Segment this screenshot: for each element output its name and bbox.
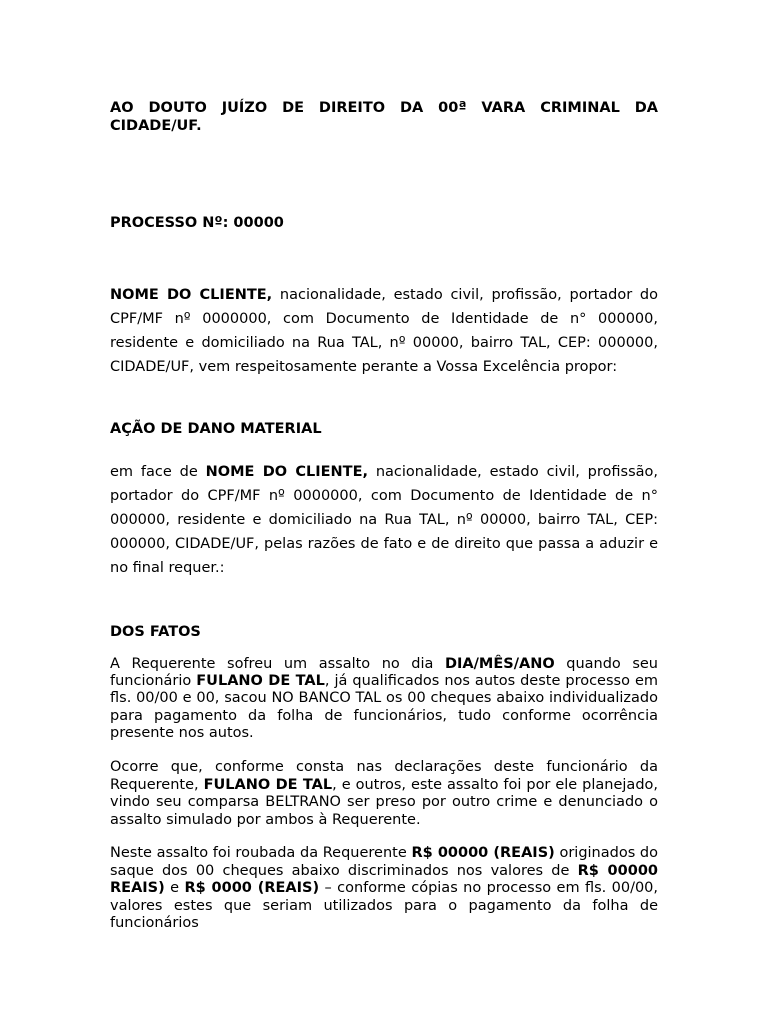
- incident-date: DIA/MÊS/ANO: [444, 656, 555, 672]
- amount-total: R$ 00000 (REAIS): [411, 845, 555, 861]
- facts-2-text-a: Ocorre que, conforme consta nas declarações deste funcionário da Requerente,: [110, 759, 658, 793]
- facts-1-text-a: A Requerente sofreu um assalto no dia: [110, 656, 445, 672]
- amount-1: R$ 00000 REAIS): [110, 862, 659, 896]
- facts-1-text-c: , já qualificados nos autos deste processo em fls. 00/00 e 00, sacou NO BANCO TAL os 00 cheques abaixo individualizado para pagamento da folha de funcionários, tudo conforme ocorrência presente nos autos.: [110, 673, 658, 741]
- action-title: AÇÃO DE DANO MATERIAL: [110, 421, 322, 437]
- facts-3-text-c: e: [164, 880, 185, 896]
- plaintiff-qualification: nacionalidade, estado civil, profissão, portador do CPF/MF nº 0000000, com Documento de Identidade de n° 000000, residente e domiciliado na Rua TAL, nº 00000, bairro TAL, CEP: 000000, CIDADE/UF, vem respeitosamente perante a Vossa Excelência propor:: [110, 287, 659, 375]
- defendant-qualification: nacionalidade, estado civil, profissão, portador do CPF/MF nº 0000000, com Documento de Identidade de n° 000000, residente e domiciliado na Rua TAL, nº 00000, bairro TAL, CEP: 000000, CIDADE/UF, pelas razões de fato e de direito que passa a aduzir e no final requer.:: [110, 464, 659, 576]
- facts-3-text-d: – conforme cópias no processo em fls. 00/00, valores estes que seriam utilizados para o pagamento da folha de funcionários: [110, 880, 659, 931]
- employee-name: FULANO DE TAL: [203, 776, 333, 793]
- facts-paragraph-2: [110, 759, 658, 829]
- facts-2-text-b: , e outros, este assalto foi por ele planejado, vindo seu comparsa BELTRANO ser preso por outro crime e denunciado o assalto simulado por ambos à Requerente.: [110, 776, 658, 828]
- employee-name: FULANO DE TAL: [196, 673, 325, 690]
- facts-3-text-b: originados do saque dos 00 cheques abaixo discriminados nos valores de: [110, 845, 659, 879]
- facts-heading: DOS FATOS: [110, 624, 201, 640]
- amount-2: R$ 0000 (REAIS): [184, 880, 320, 896]
- facts-paragraph-1: [110, 656, 658, 742]
- defendant-prefix: em face de: [110, 464, 206, 480]
- plaintiff-name: NOME DO CLIENTE,: [110, 287, 273, 303]
- process-number: PROCESSO Nº: 00000: [110, 215, 284, 231]
- facts-paragraph-3: [110, 845, 658, 933]
- defendant-name: NOME DO CLIENTE,: [205, 464, 368, 480]
- plaintiff-paragraph: [110, 283, 658, 379]
- defendant-paragraph: [110, 460, 658, 580]
- facts-3-text-a: Neste assalto foi roubada da Requerente: [110, 845, 412, 861]
- court-address: AO DOUTO JUÍZO DE DIREITO DA 00ª VARA CRIMINAL DA CIDADE/UF.: [110, 100, 658, 134]
- facts-1-text-b: quando seu funcionário: [110, 656, 658, 690]
